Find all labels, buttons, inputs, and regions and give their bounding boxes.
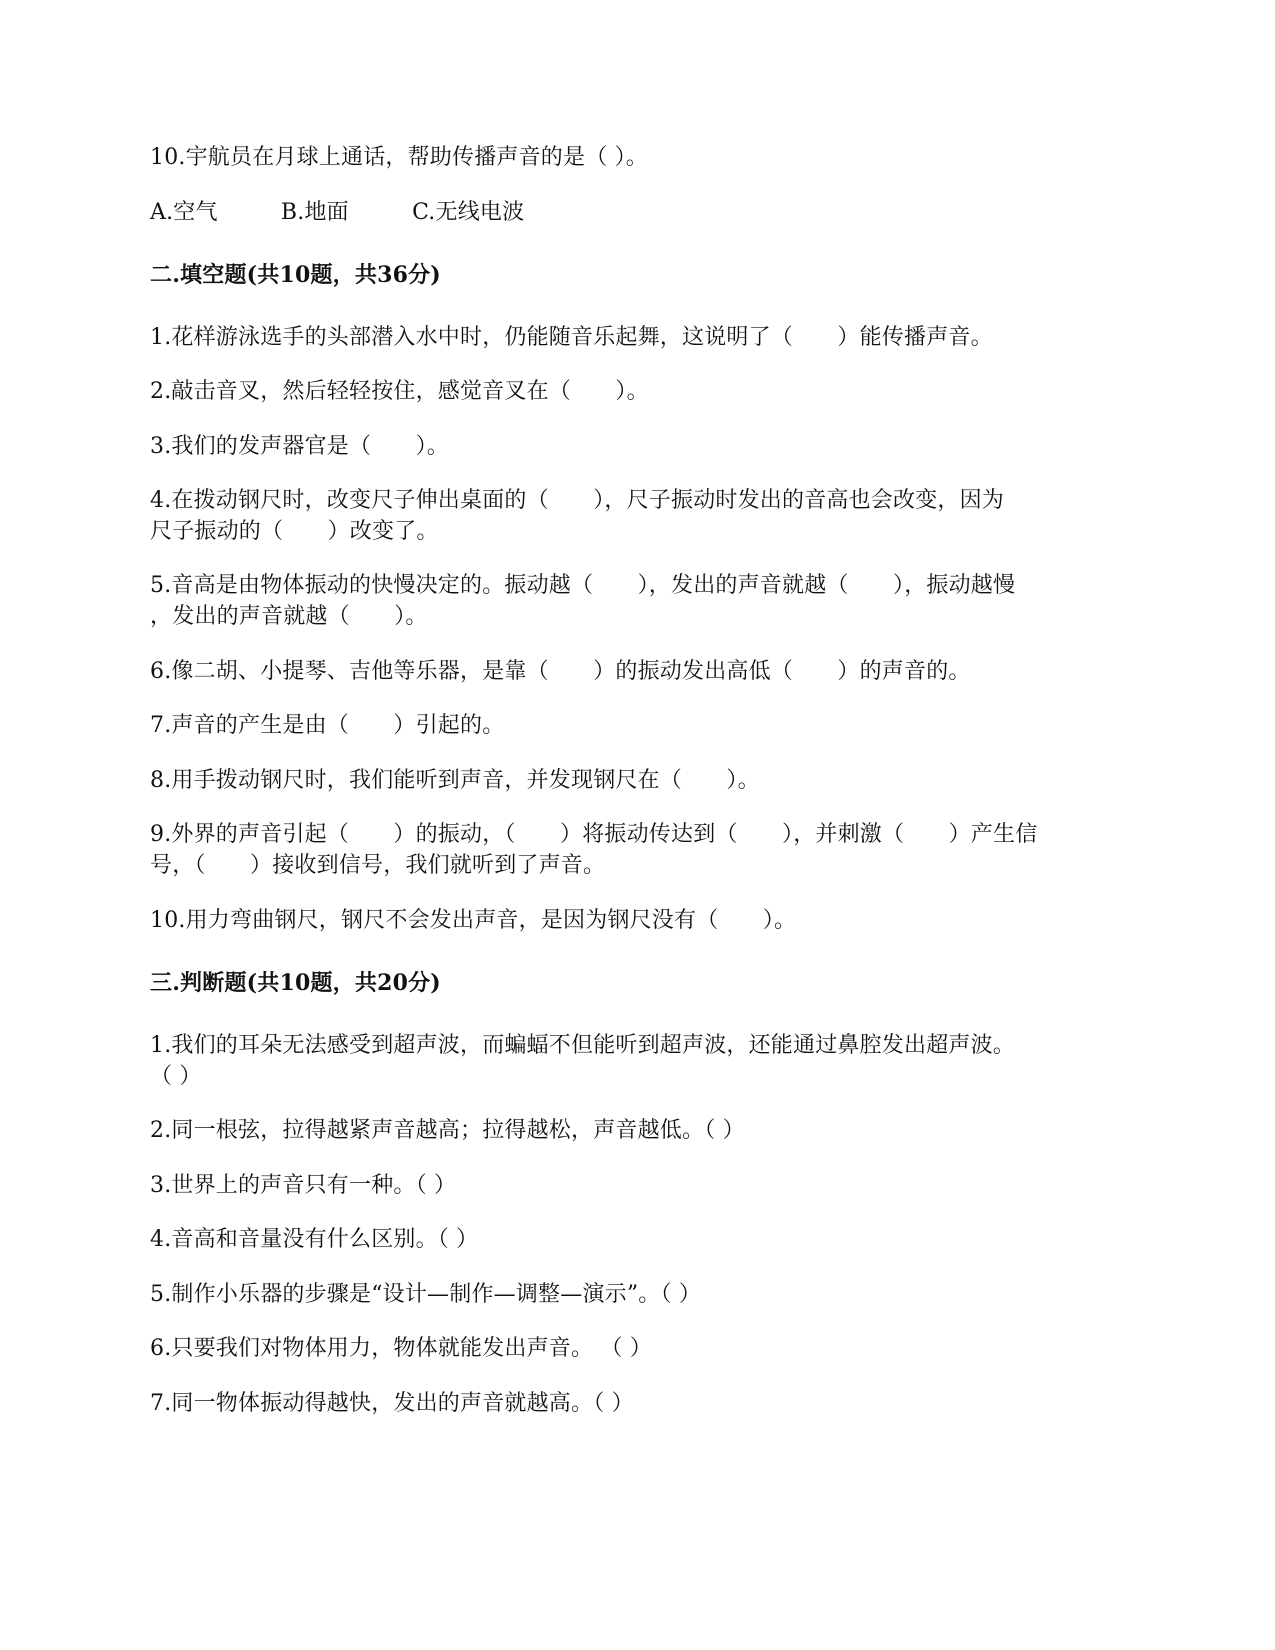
fill-item: 1.花样游泳选手的头部潜入水中时，仍能随音乐起舞，这说明了（ ）能传播声音。 — [150, 325, 993, 350]
option-b: B.地面 — [280, 200, 349, 225]
fill-item: 8.用手拨动钢尺时，我们能听到声音，并发现钢尺在（ ）。 — [150, 768, 760, 793]
section-heading-fill-in: 二.填空题(共10题，共36分) — [150, 262, 441, 288]
judge-item: 2.同一根弦，拉得越紧声音越高；拉得越松，声音越低。（ ） — [150, 1118, 745, 1143]
fill-item: 6.像二胡、小提琴、吉他等乐器，是靠（ ）的振动发出高低（ ）的声音的。 — [150, 659, 971, 684]
fill-item-continued: 尺子振动的（ ）改变了。 — [150, 519, 439, 544]
fill-item: 9.外界的声音引起（ ）的振动，（ ）将振动传达到（ ），并刺激（ ）产生信 — [150, 822, 1038, 847]
question-10-text: 10.宇航员在月球上通话，帮助传播声音的是（ ）。 — [150, 145, 648, 170]
judge-item: 6.只要我们对物体用力，物体就能发出声音。 （ ） — [150, 1336, 652, 1361]
judge-item: 5.制作小乐器的步骤是“设计—制作—调整—演示”。（ ） — [150, 1282, 702, 1307]
fill-item-continued: 号，（ ）接收到信号，我们就听到了声音。 — [150, 853, 606, 878]
section-heading-true-false: 三.判断题(共10题，共20分) — [150, 970, 441, 996]
option-c: C.无线电波 — [412, 200, 525, 225]
fill-item: 5.音高是由物体振动的快慢决定的。振动越（ ），发出的声音就越（ ），振动越慢 — [150, 573, 1016, 598]
fill-item: 4.在拨动钢尺时，改变尺子伸出桌面的（ ），尺子振动时发出的音高也会改变，因为 — [150, 488, 1004, 513]
judge-item-continued: （ ） — [150, 1064, 202, 1089]
judge-item: 3.世界上的声音只有一种。（ ） — [150, 1173, 457, 1198]
judge-item: 4.音高和音量没有什么区别。（ ） — [150, 1227, 479, 1252]
fill-item: 10.用力弯曲钢尺，钢尺不会发出声音，是因为钢尺没有（ ）。 — [150, 908, 797, 933]
question-10-options — [150, 197, 524, 229]
option-a: A.空气 — [150, 200, 218, 225]
judge-item: 1.我们的耳朵无法感受到超声波，而蝙蝠不但能听到超声波，还能通过鼻腔发出超声波。 — [150, 1033, 1015, 1058]
judge-item: 7.同一物体振动得越快，发出的声音就越高。（ ） — [150, 1391, 634, 1416]
fill-item: 2.敲击音叉，然后轻轻按住，感觉音叉在（ ）。 — [150, 379, 649, 404]
fill-item: 3.我们的发声器官是（ ）。 — [150, 434, 449, 459]
fill-item-continued: ，发出的声音就越（ ）。 — [150, 604, 428, 629]
fill-item: 7.声音的产生是由（ ）引起的。 — [150, 713, 505, 738]
